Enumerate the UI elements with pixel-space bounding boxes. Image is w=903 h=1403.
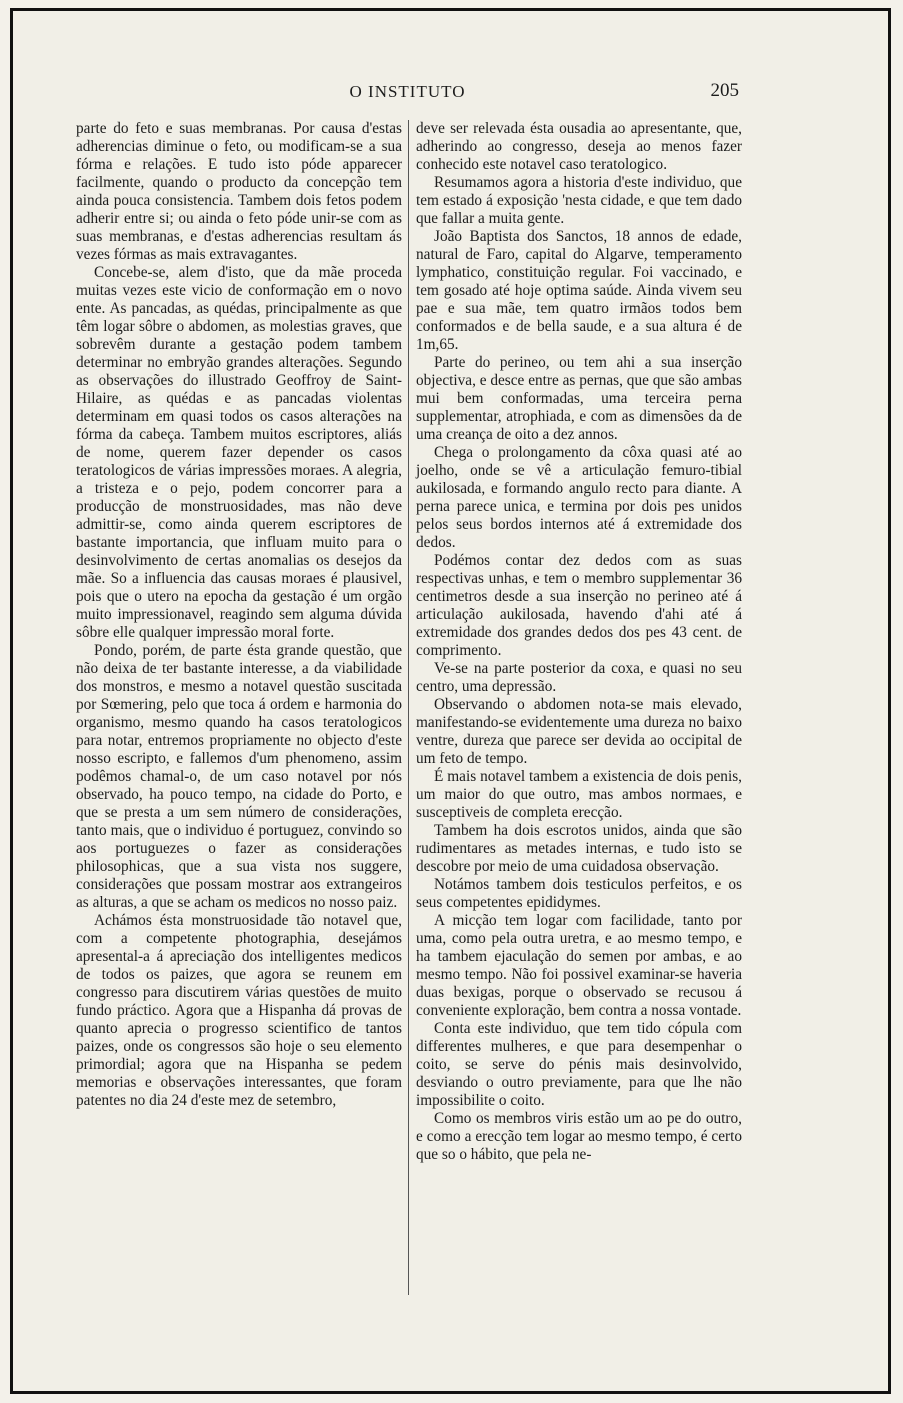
paragraph: Tambem ha dois escrotos unidos, ainda que são rudimentares as metades internas, e tudo isto se descobre por meio de uma cuidadosa observação. <box>416 822 742 875</box>
paragraph: Pondo, porém, de parte ésta grande questão, que não deixa de ter bastante interesse, a da viabilidade dos monstros, e mesmo a notavel questão suscitada por Sœmering, pelo que toca á ordem e harmonia do organismo, mesmo quando ha casos teratologicos para notar, entremos propriamente no objecto d'este nosso escripto, e fallemos d'um phenomeno, assim podêmos chamal-o, de um caso notavel por nós observado, ha pouco tempo, na cidade do Porto, e que se presta a um sem número de considerações, tanto mais, que o individuo é portuguez, convindo so aos portuguezes o fazer as considerações philosophicas, que a sua vista nos suggere, considerações que possam mostrar aos extrangeiros as alturas, a que se acham os medicos no nosso paiz. <box>76 642 402 911</box>
paragraph: Achámos ésta monstruosidade tão notavel que, com a competente photographia, desejámos apresental-a á apreciação dos intelligentes medicos de todos os paizes, que agora se reunem em congresso para discutirem várias questões de muito fundo práctico. Agora que a Hispanha dá provas de quanto aprecia o progresso scientifico de tantos paizes, onde os congressos são hoje o seu elemento primordial; agora que na Hispanha se pedem memorias e observações interessantes, que foram patentes no dia 24 d'este mez de setembro, <box>76 912 402 1109</box>
paragraph: Conta este individuo, que tem tido cópula com differentes mulheres, e que para desempenhar o coito, se serve do pénis mais desinvolvido, desviando o outro previamente, para que lhe não impossibilite o coito. <box>416 1020 742 1109</box>
paragraph: Ve-se na parte posterior da coxa, e quasi no seu centro, uma depressão. <box>416 660 742 695</box>
paragraph: Parte do perineo, ou tem ahi a sua inserção objectiva, e desce entre as pernas, que que são ambas mui bem conformadas, uma terceira perna supplementar, atrophiada, e com as dimensões da de uma creança de oito a dez annos. <box>416 354 742 443</box>
left-column <box>76 120 402 1110</box>
page-number: 205 <box>710 80 739 101</box>
paragraph: João Baptista dos Sanctos, 18 annos de edade, natural de Faro, capital do Algarve, temperamento lymphatico, constituição regular. Foi vaccinado, e tem gosado até hoje optima saúde. Ainda vivem seu pae e sua mãe, tem quatro irmãos todos bem conformados e de bella saude, e a sua altura é de 1m,65. <box>416 228 742 353</box>
paragraph: Concebe-se, alem d'isto, que da mãe proceda muitas vezes este vicio de conformação em o novo ente. As pancadas, as quédas, principalmente as que têm logar sôbre o abdomen, as molestias graves, que sobrevêm durante a gestação podem tambem determinar no embryão grandes alterações. Segundo as observações do illustrado Geoffroy de Saint-Hilaire, as quédas e as pancadas violentas determinam em quasi todos os casos alterações na fórma da cabeça. Tambem muitos escriptores, aliás de nome, querem fazer depender os casos teratologicos de várias impressões moraes. A alegria, a tristeza e o pejo, podem concorrer para a producção de monstruosidades, mas não deve admittir-se, como ainda querem escriptores de bastante importancia, que influam muito para o desinvolvimento de certas anomalias os desejos da mãe. So a influencia das causas moraes é plausivel, pois que o utero na epocha da gestação é um orgão muito impressionavel, reagindo sem alguma dúvida sôbre elle qualquer impressão moral forte. <box>76 264 402 641</box>
journal-title: O INSTITUTO <box>349 82 466 101</box>
paragraph: Notámos tambem dois testiculos perfeitos, e os seus competentes epididymes. <box>416 876 742 911</box>
paragraph: Resumamos agora a historia d'este individuo, que tem estado á exposição 'nesta cidade, e que tem dado que fallar a muita gente. <box>416 174 742 227</box>
journal-page <box>76 80 742 1280</box>
paragraph: deve ser relevada ésta ousadia ao apresentante, que, adherindo ao congresso, deseja ao menos fazer conhecido este notavel caso teratologico. <box>416 120 742 173</box>
right-column <box>416 120 742 1164</box>
paragraph: Como os membros viris estão um ao pe do outro, e como a erecção tem logar ao mesmo tempo, é certo que so o hábito, que pela ne- <box>416 1110 742 1163</box>
running-head <box>76 80 739 106</box>
column-divider <box>408 120 409 1295</box>
paragraph: Podémos contar dez dedos com as suas respectivas unhas, e tem o membro supplementar 36 centimetros desde a sua inserção no perineo até á articulação aukilosada, havendo d'ahi até á extremidade dos grandes dedos dos pes 43 cent. de comprimento. <box>416 552 742 659</box>
paragraph: A micção tem logar com facilidade, tanto por uma, como pela outra uretra, e ao mesmo tempo, e ha tambem ejaculação do semen por ambas, e ao mesmo tempo. Não foi possivel examinar-se haveria duas bexigas, porque o observado se recusou á conveniente exploração, bem contra a nossa vontade. <box>416 912 742 1019</box>
paragraph: parte do feto e suas membranas. Por causa d'estas adherencias diminue o feto, ou modificam-se a sua fórma e relações. E tudo isto póde apparecer facilmente, quando o producto da concepção tem ainda pouca consistencia. Tambem dois fetos podem adherir entre si; ou ainda o feto póde unir-se com as suas membranas, e d'estas adherencias resultam ás vezes fórmas as mais extravagantes. <box>76 120 402 263</box>
paragraph: Observando o abdomen nota-se mais elevado, manifestando-se evidentemente uma dureza no baixo ventre, dureza que parece ser devida ao occipital de um feto de tempo. <box>416 696 742 767</box>
paragraph: Chega o prolongamento da côxa quasi até ao joelho, onde se vê a articulação femuro-tibial aukilosada, e formando angulo recto para diante. A perna parece unica, e termina por dois pes unidos pelos seus bordos internos até á extremidade dos dedos. <box>416 444 742 551</box>
paragraph: É mais notavel tambem a existencia de dois penis, um maior do que outro, mas ambos normaes, e susceptiveis de completa erecção. <box>416 768 742 821</box>
